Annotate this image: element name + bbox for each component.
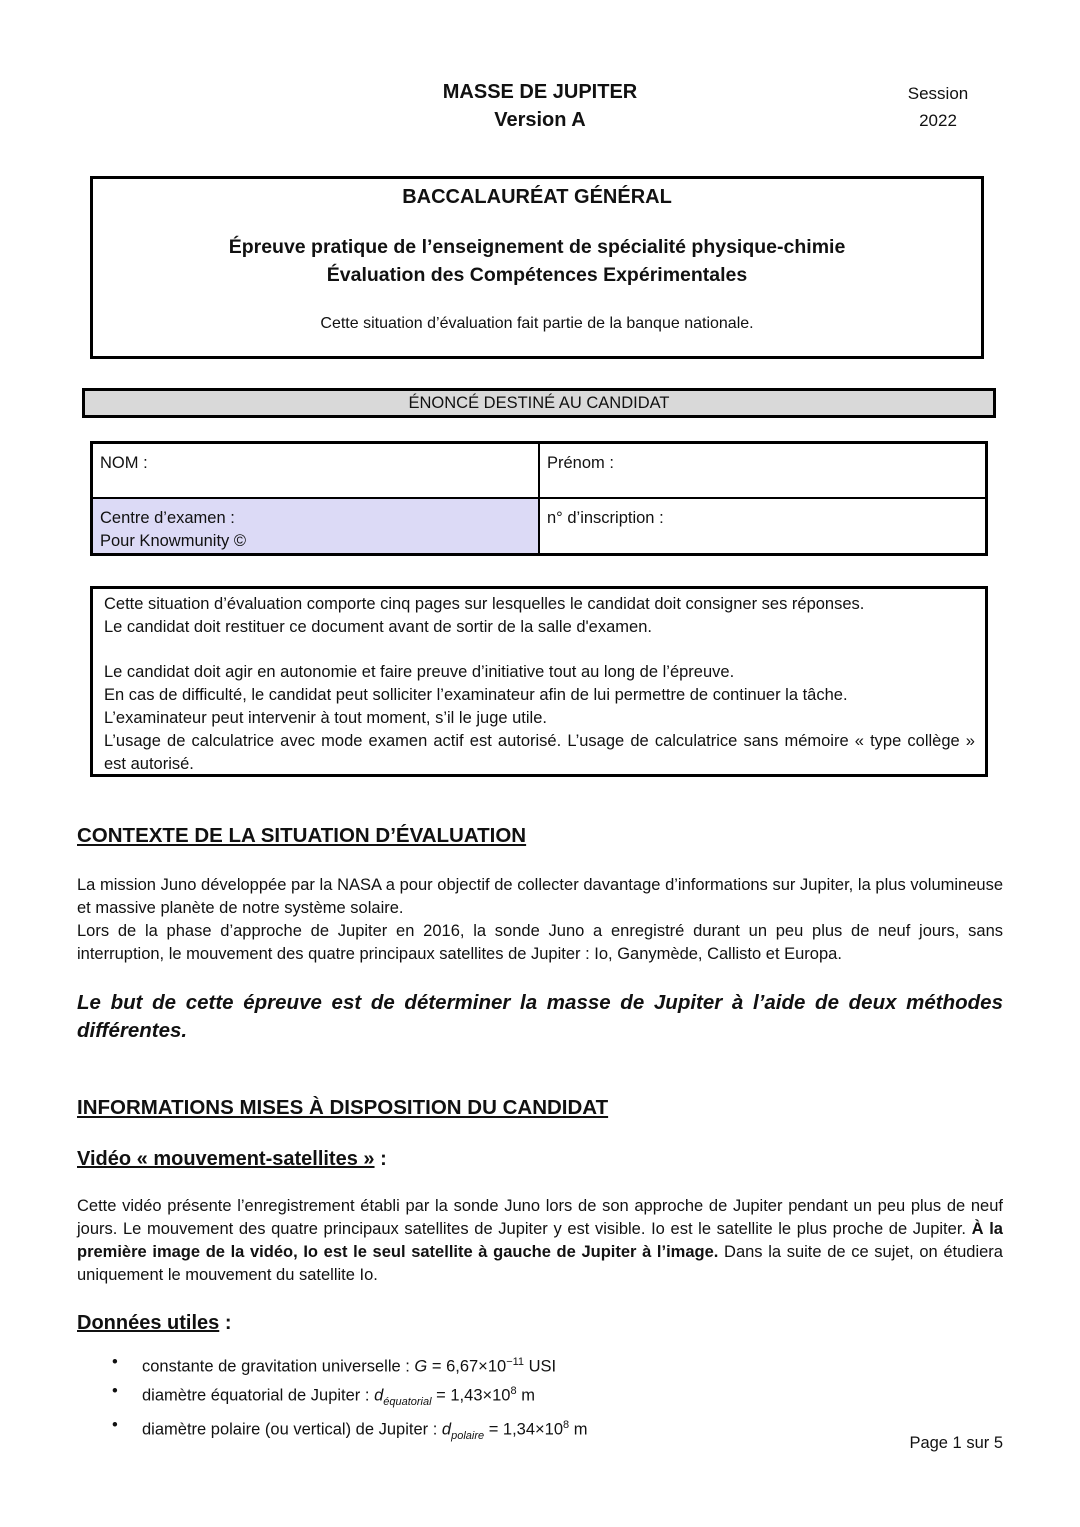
centre-label: Centre d’examen :: [100, 508, 235, 527]
video-heading: [77, 1145, 387, 1173]
page-number: Page 1 sur 5: [909, 1434, 1003, 1452]
instruction-line: L’usage de calculatrice avec mode examen actif est autorisé. L’usage de calculatrice sans mémoire « type collège » est autorisé.: [104, 732, 975, 773]
list-item: • diamètre équatorial de Jupiter : $d_{équatorial} = 1,43\times 10^8$ m: [112, 1381, 535, 1408]
session-label: Session: [907, 84, 969, 103]
informations-heading: INFORMATIONS MISES À DISPOSITION DU CANDIDAT: [77, 1096, 609, 1119]
exam-line-1: Épreuve pratique de l’enseignement de spécialité physique-chimie: [228, 236, 846, 258]
list-item: • diamètre polaire (ou vertical) de Jupiter : $d_{polaire} = 1,34\times 10^8$ m: [112, 1416, 588, 1443]
exam-subtitle: [93, 233, 981, 289]
video-heading-text: Vidéo « mouvement-satellites »: [77, 1148, 375, 1170]
video-heading-colon: :: [374, 1148, 387, 1170]
data-list: [112, 1350, 588, 1448]
centre-value: Pour Knowmunity ©: [100, 531, 247, 550]
donnees-heading-colon: :: [219, 1312, 232, 1334]
instruction-line: Cette situation d’évaluation comporte cinq pages sur lesquelles le candidat doit consigner ses réponses.: [104, 595, 865, 613]
exam-note: Cette situation d’évaluation fait partie de la banque nationale.: [320, 315, 754, 332]
exam-info-box: [90, 176, 984, 359]
title-text: MASSE DE JUPITER: [442, 81, 638, 103]
video-bold-text: À la première image de la vidéo, Io est le seul satellite à gauche de Jupiter à l’image.: [77, 1220, 1003, 1261]
inscription-label: n° d’inscription :: [547, 508, 664, 527]
exam-heading: BACCALAURÉAT GÉNÉRAL: [402, 186, 672, 208]
session-year: 2022: [919, 111, 957, 130]
video-tail-text: Dans la suite de ce sujet, on étudiera uniquement le mouvement du satellite Io.: [77, 1243, 1003, 1284]
instruction-line: En cas de difficulté, le candidat peut solliciter l’examinateur afin de lui permettre de continuer la tâche.: [104, 686, 848, 704]
contexte-text: [77, 874, 1003, 966]
exam-line-2: Évaluation des Compétences Expérimentales: [326, 264, 748, 286]
instruction-line: Le candidat doit agir en autonomie et faire preuve d’initiative tout au long de l’épreuve.: [104, 663, 735, 681]
donnees-heading: [77, 1309, 231, 1337]
section-bar: ÉNONCÉ DESTINÉ AU CANDIDAT: [82, 388, 996, 418]
prenom-field[interactable]: [539, 443, 987, 498]
contexte-paragraph-2: Lors de la phase d’approche de Jupiter en 2016, la sonde Juno a enregistré durant un peu plus de neuf jours, sans interruption, le mouvement des quatre principaux satellites de Jupiter : Io, Ganymède, Callisto et Europa.: [77, 922, 1003, 963]
instruction-line: L’examinateur peut intervenir à tout moment, s’il le juge utile.: [104, 709, 547, 727]
candidate-id-table: [90, 441, 988, 556]
nom-label: NOM :: [100, 454, 148, 472]
donnees-heading-text: Données utiles: [77, 1312, 220, 1334]
session-block: [880, 80, 996, 134]
list-item: • constante de gravitation universelle : $G = 6,67\times 10^{-11}$ USI: [112, 1353, 557, 1376]
nom-field[interactable]: [92, 443, 540, 498]
prenom-label: Prénom :: [547, 454, 614, 472]
version-text: Version A: [494, 109, 586, 131]
centre-field[interactable]: [92, 498, 540, 555]
instructions-box: [90, 586, 988, 777]
contexte-heading: CONTEXTE DE LA SITUATION D’ÉVALUATION: [77, 824, 527, 847]
inscription-field[interactable]: [539, 498, 987, 555]
goal-statement: Le but de cette épreuve est de déterminer la masse de Jupiter à l’aide de deux méthodes différentes.: [77, 991, 1003, 1042]
contexte-paragraph-1: La mission Juno développée par la NASA a pour objectif de collecter davantage d’informations sur Jupiter, la plus volumineuse et massive planète de notre système solaire.: [77, 876, 1003, 917]
instruction-line: Le candidat doit restituer ce document avant de sortir de la salle d'examen.: [104, 618, 652, 636]
video-text: Cette vidéo présente l’enregistrement établi par la sonde Juno lors de son approche de Jupiter pendant un peu plus de neuf jours. Le mouvement des quatre principaux satellites de Jupiter y est visible. Io est le satellite le plus proche de Jupiter.: [77, 1197, 1003, 1238]
video-description: [77, 1195, 1003, 1287]
